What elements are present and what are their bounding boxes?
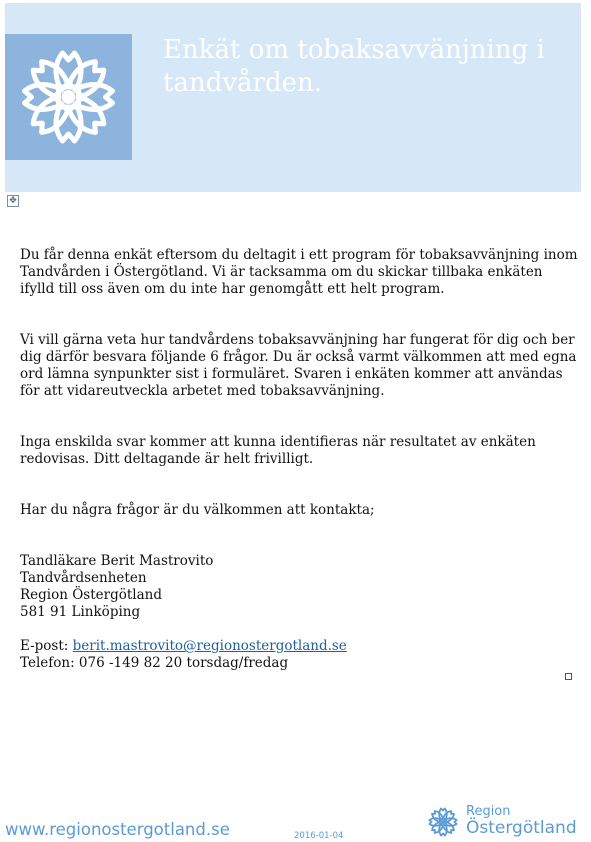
contact-org: Region Östergötland [20,587,162,603]
logo-text-county: Östergötland [466,818,577,838]
contact-city: 581 91 Linköping [20,604,141,620]
email-label: E-post: [20,638,69,654]
region-logo-box [5,34,132,160]
contact-name: Tandläkare Berit Mastrovito [20,553,214,569]
email-link[interactable]: berit.mastrovito@regionostergotland.se [72,638,347,654]
phone-line: Telefon: 076 -149 82 20 torsdag/fredag [20,655,289,671]
table-move-handle-icon[interactable]: ✥ [7,195,19,207]
contact-block [20,553,580,672]
cornflower-logo-icon [5,34,132,160]
document-title: Enkät om tobaksavvänjning i tandvården. [163,35,545,98]
logo-text-region: Region [466,804,511,819]
footer-url[interactable]: www.regionostergotland.se [5,820,230,839]
purpose-paragraph: Vi vill gärna veta hur tandvårdens tobaksavvänjning har fungerat för dig och ber dig därför besvara följande 6 frågor. Du är också varmt välkommen att med egna ord lämna synpunkter sist i formuläret. Svaren i enkäten kommer att användas för att vidareutveckla arbetet med tobaksavvänjning. [20,332,577,399]
questions-paragraph: Har du några frågor är du välkommen att kontakta; [20,502,375,518]
cornflower-logo-icon [424,803,462,841]
footer-region-logo [424,802,584,842]
end-of-cell-marker [565,673,572,680]
contact-unit: Tandvårdsenheten [20,570,147,586]
anonymity-paragraph: Inga enskilda svar kommer att kunna identifieras när resultatet av enkäten redovisas. Ditt deltagande är helt frivilligt. [20,434,536,467]
intro-paragraph: Du får denna enkät eftersom du deltagit i ett program för tobaksavvänjning inom Tandvården i Östergötland. Vi är tacksamma om du skickar tillbaka enkäten ifylld till oss även om du inte har genomgått ett helt program. [20,247,578,297]
email-line [20,638,580,655]
footer-date: 2016-01-04 [294,831,344,841]
